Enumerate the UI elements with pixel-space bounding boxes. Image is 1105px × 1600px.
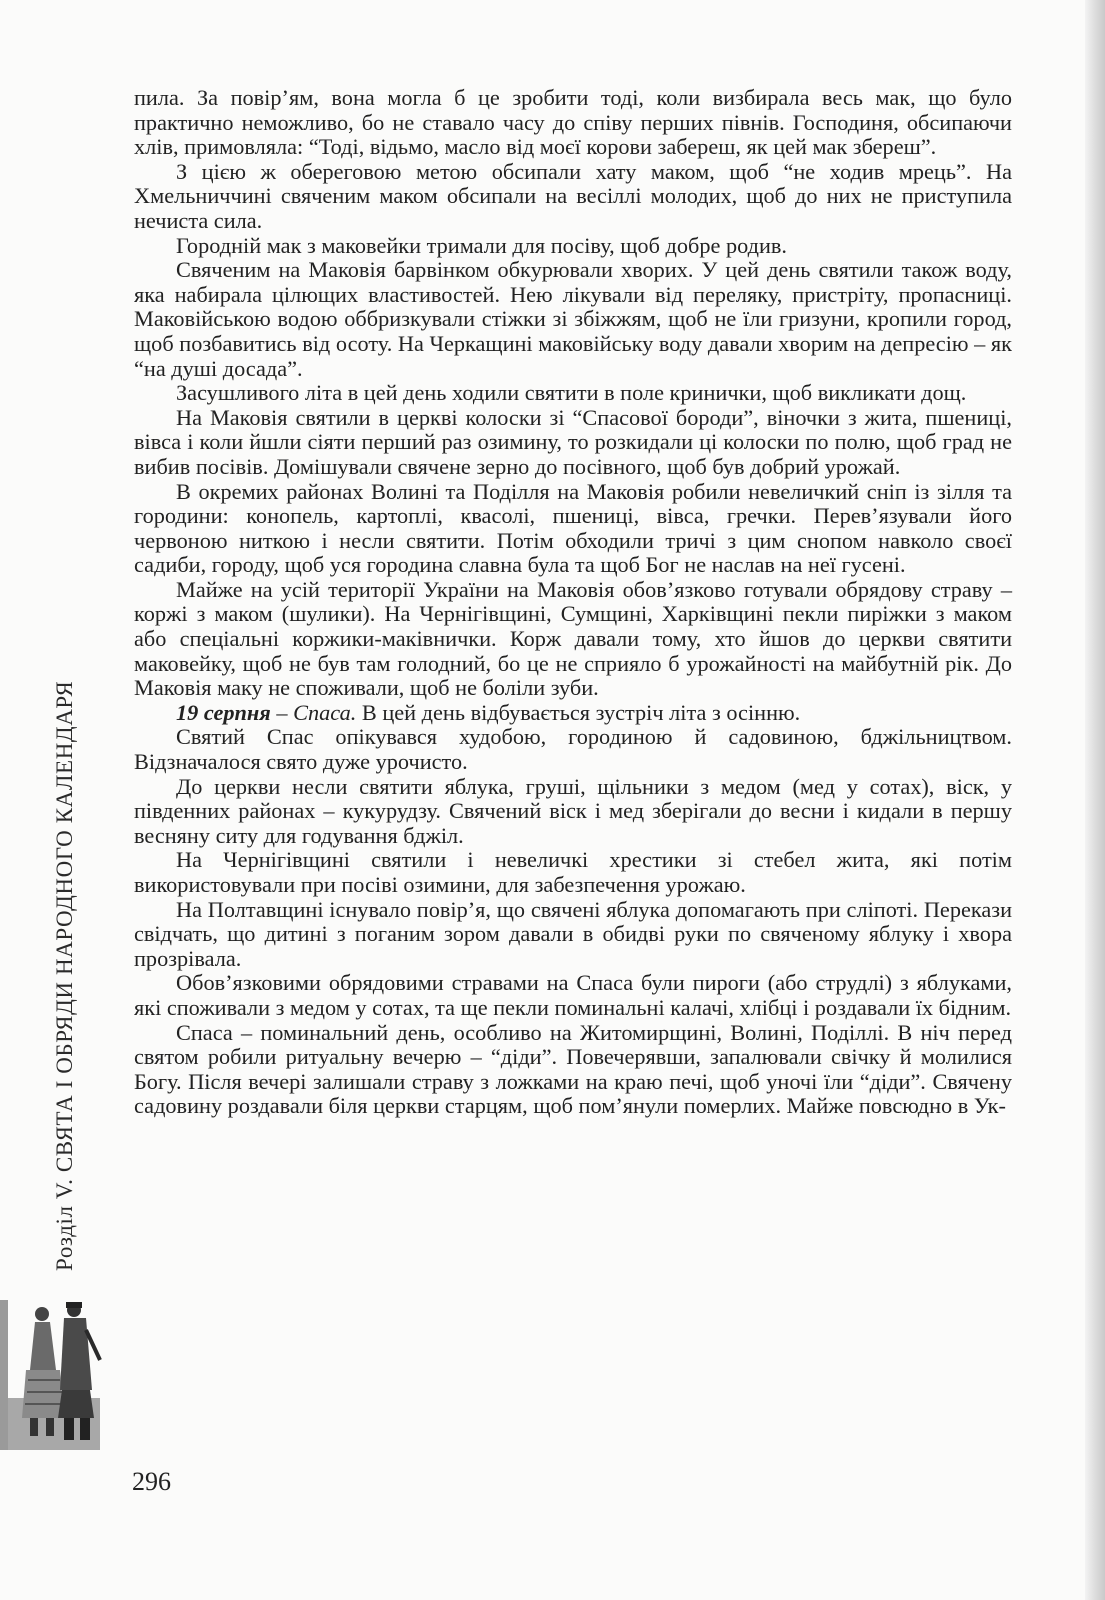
chapter-side-title: Розділ V. СВЯТА І ОБРЯДИ НАРОДНОГО КАЛЕНДАРЯ — [52, 680, 77, 1271]
page-edge-shadow — [1085, 0, 1105, 1600]
paragraph: пила. За повір’ям, вона могла б це зробити тоді, коли визбирала весь мак, що було практично неможливо, бо не ставало часу до співу перших півнів. Господиня, обсипаючи хлів, примовляла: “Тоді, відьмо, масло від моєї корови забереш, як цей мак збереш”. — [134, 85, 1012, 160]
paragraph: З цією ж обереговою метою обсипали хату маком, щоб “не ходив мрець”. На Хмельниччині свяченим маком обсипали на весіллі молодих, щоб до них не приступила нечиста сила. — [134, 158, 1012, 233]
paragraph: До церкви несли святити яблука, груші, щільники з медом (мед у сотах), віск, у південних районах – кукурудзу. Свячений віск і мед зберігали до весни і кидали в першу весняну ситу для годування бджіл. — [134, 773, 1012, 848]
feast-name: Спаса. — [293, 699, 357, 725]
feast-date: 19 серпня — [176, 699, 271, 725]
paragraph: На Чернігівщині святили і невеличкі хрестики зі стебел жита, які потім використовували при посіві озимини, для забезпечення урожаю. — [134, 847, 1012, 897]
paragraph: Спаса – поминальний день, особливо на Житомирщині, Волині, Поділлі. В ніч перед святом робили ритуальну вечерю – “діди”. Повечерявши, запалювали свічку й молилися Богу. Після вечері залишали страву з ложками на краю печі, щоб уночі їли “діди”. Свячену садовину роздавали біля церкви старцям, щоб пом’янули померлих. Майже повсюдно в Ук- — [134, 1019, 1012, 1119]
paragraph: Свяченим на Маковія барвінком обкурювали хворих. У цей день святили також воду, яка набирала цілющих властивостей. Нею лікували від переляку, пристріту, пропасниці. Маковійською водою оббризкували стіжки зі збіжжям, щоб не їли гризуни, кропили город, щоб позбавитись від осоту. На Черкащині маковійську воду давали хворим на депресію – як “на душі досада”. — [134, 257, 1012, 381]
body-text — [134, 86, 1012, 1119]
folk-figures-illustration — [0, 1300, 118, 1450]
paragraph: Засушливого літа в цей день ходили святити в поле кринички, щоб викликати дощ. — [176, 380, 967, 406]
paragraph: На Маковія святили в церкві колоски зі “Спасової бороди”, віночки з жита, пшениці, вівса і коли йшли сіяти перший раз озимину, то розкидали ці колоски по полю, щоб град не вибив посівів. Домішували свячене зерно до посівного, щоб був добрий урожай. — [134, 404, 1012, 479]
paragraph: В окремих районах Волині та Поділля на Маковія робили невеличкий сніп із зілля та городини: конопель, картоплі, квасолі, пшениці, вівса, гречки. Перев’язували його червоною ниткою і несли святити. Потім обходили тричі з цим снопом навколо своєї садиби, городу, щоб уся городина славна була та щоб Бог не наслав на неї гусені. — [134, 478, 1012, 578]
paragraph: Городній мак з маковейки тримали для посіву, щоб добре родив. — [176, 232, 787, 258]
feast-paragraph — [134, 701, 1012, 726]
paragraph: Майже на усій території України на Маковія обов’язково готували обрядову страву – коржі з маком (шулики). На Чернігівщині, Сумщині, Харківщині пекли пиріжки з маком або спеціальні коржики-маківнички. Корж давали тому, хто йшов до церкви святити маковейку, щоб не був там голодний, бо це не сприяло б урожайності на майбутній рік. До Маковія маку не споживали, щоб не боліли зуби. — [134, 576, 1012, 701]
paragraph: На Полтавщині існувало повір’я, що свячені яблука допомагають при сліпоті. Перекази свідчать, що дитині з поганим зором давали в обидві руки по свяченому яблуку і хвора прозрівала. — [134, 896, 1012, 971]
feast-dash: – — [270, 699, 294, 725]
paragraph: Святий Спас опікувався худобою, городиною й садовиною, бджільництвом. Відзначалося свято дуже урочисто. — [134, 724, 1012, 775]
page-number: 296 — [132, 1467, 171, 1496]
feast-text: В цей день відбувається зустріч літа з осінню. — [356, 699, 801, 725]
paragraph: Обов’язковими обрядовими стравами на Спаса були пироги (або струдлі) з яблуками, які споживали з медом у сотах, та ще пекли поминальні калачі, хлібці і роздавали їх бідним. — [134, 970, 1012, 1020]
